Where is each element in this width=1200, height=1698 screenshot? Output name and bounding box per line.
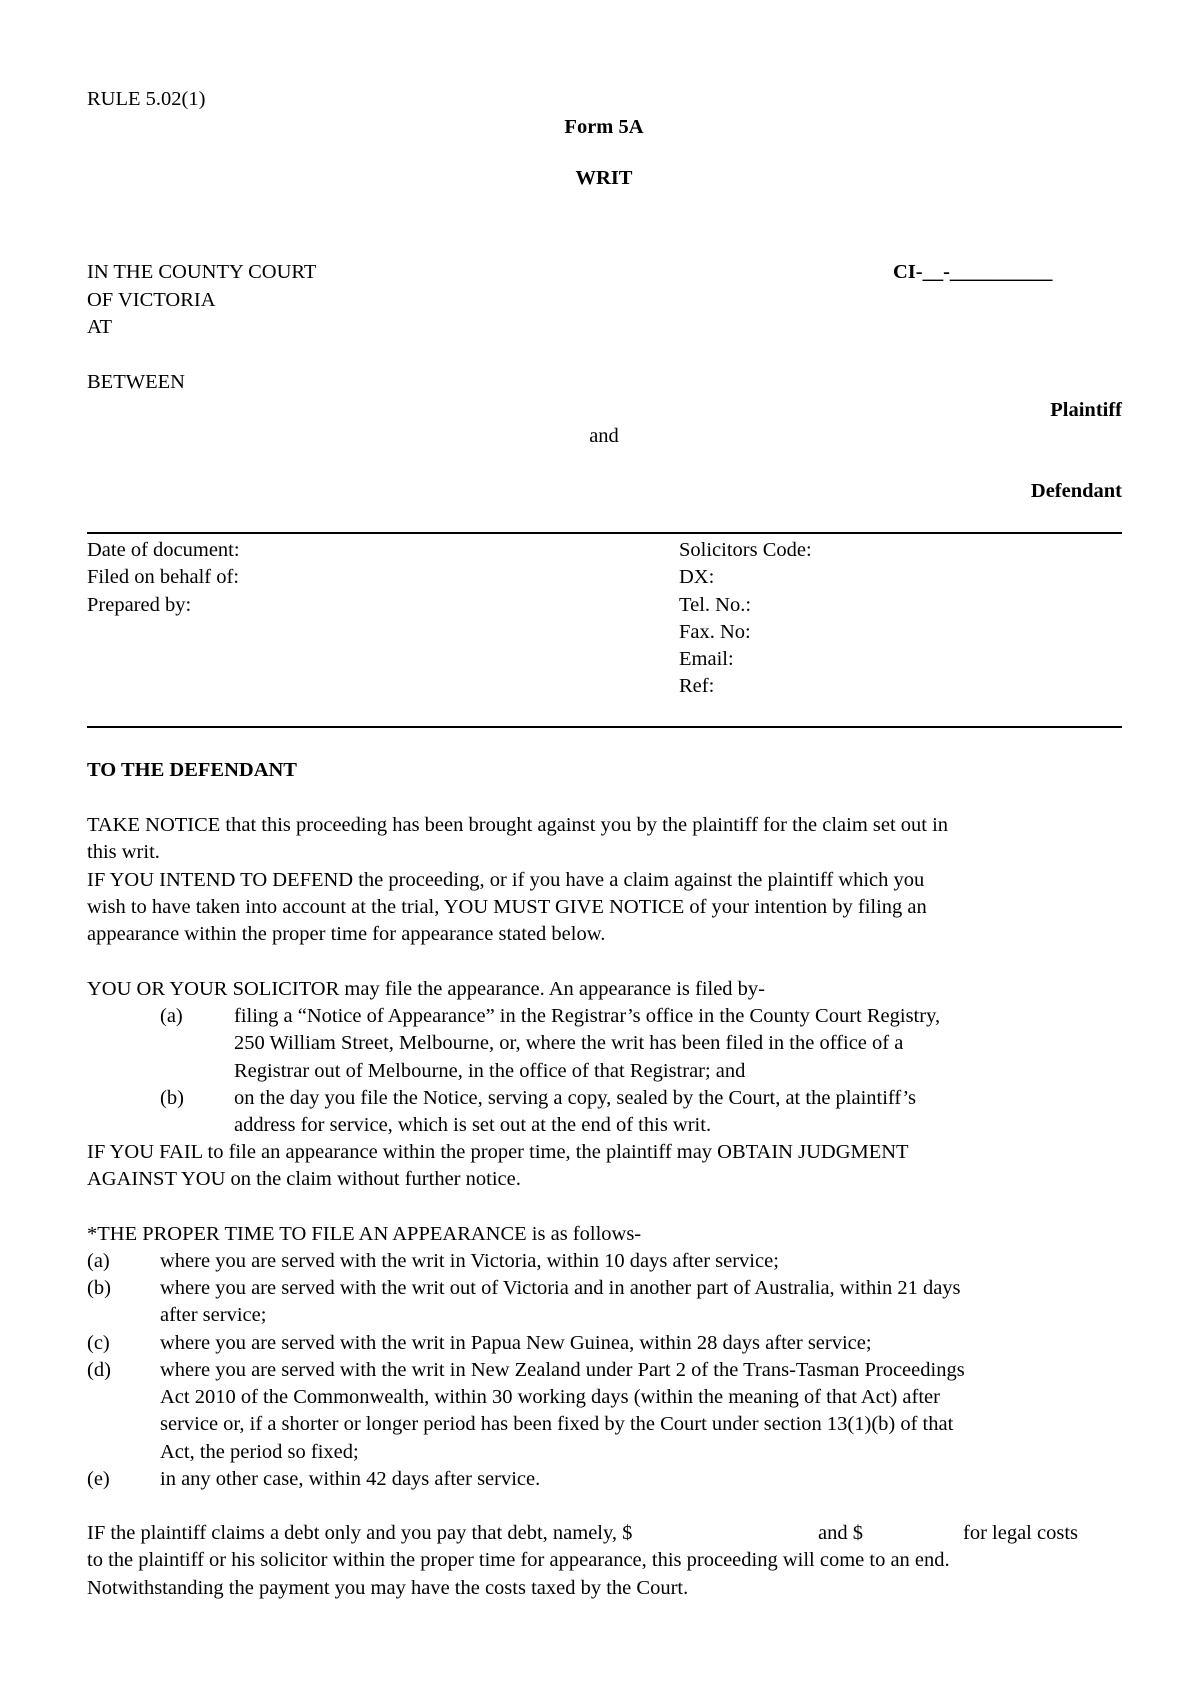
list-label: (d) [87,1359,111,1381]
list-line: Registrar out of Melbourne, in the office of that Registrar; and [234,1060,746,1082]
list-line: 250 William Street, Melbourne, or, where the writ has been filed in the office of a [234,1032,904,1054]
list-line: on the day you file the Notice, serving a copy, sealed by the Court, at the plaintiff’s [234,1087,917,1109]
list-label: (b) [160,1087,184,1109]
and-label: and [589,425,619,447]
date-of-document-label: Date of document: [87,539,240,561]
solicitors-code-label: Solicitors Code: [679,539,812,561]
court-name-line-2: OF VICTORIA [87,289,216,311]
defendant-label: Defendant [1030,480,1122,502]
paragraph-line: IF YOU INTEND TO DEFEND the proceeding, or if you have a claim against the plaintiff which you [87,869,925,891]
list-line: after service; [160,1304,267,1326]
between-label: BETWEEN [87,371,185,393]
debt-text-part-1: IF the plaintiff claims a debt only and you pay that debt, namely, $ [87,1522,633,1544]
document-title: WRIT [575,167,633,189]
dx-label: DX: [679,566,715,588]
paragraph-line: YOU OR YOUR SOLICITOR may file the appearance. An appearance is filed by- [87,978,766,1000]
court-name-line-1: IN THE COUNTY COURT [87,261,317,283]
debt-text-part-3: for legal costs [963,1522,1078,1544]
list-line: Act, the period so fixed; [160,1441,359,1463]
court-location: AT [87,316,113,338]
list-line: where you are served with the writ in Victoria, within 10 days after service; [160,1250,779,1272]
fax-label: Fax. No: [679,621,751,643]
paragraph-line: wish to have taken into account at the trial, YOU MUST GIVE NOTICE of your intention by filing an [87,896,927,918]
divider-bottom [87,726,1122,728]
form-number: Form 5A [564,116,644,138]
list-line: in any other case, within 42 days after service. [160,1468,541,1490]
debt-text-part-2: and $ [818,1522,863,1544]
prepared-by-label: Prepared by: [87,594,192,616]
list-label: (a) [87,1250,110,1272]
paragraph-line: IF YOU FAIL to file an appearance within the proper time, the plaintiff may OBTAIN JUDGMENT [87,1141,909,1163]
list-line: Act 2010 of the Commonwealth, within 30 working days (within the meaning of that Act) after [160,1386,940,1408]
paragraph-line: to the plaintiff or his solicitor within the proper time for appearance, this proceeding will come to an end. [87,1549,950,1571]
list-line: service or, if a shorter or longer period has been fixed by the Court under section 13(1)(b) of that [160,1413,954,1435]
case-number: CI-__-__________ [893,261,1053,283]
list-line: address for service, which is set out at the end of this writ. [234,1114,712,1136]
paragraph-line: *THE PROPER TIME TO FILE AN APPEARANCE is as follows- [87,1223,642,1245]
paragraph-line: this writ. [87,841,160,863]
list-line: where you are served with the writ in New Zealand under Part 2 of the Trans-Tasman Proceedings [160,1359,965,1381]
list-label: (b) [87,1277,111,1299]
ref-label: Ref: [679,675,715,697]
list-label: (a) [160,1005,183,1027]
filed-on-behalf-label: Filed on behalf of: [87,566,240,588]
list-label: (c) [87,1332,110,1354]
list-line: filing a “Notice of Appearance” in the Registrar’s office in the County Court Registry, [234,1005,941,1027]
plaintiff-label: Plaintiff [1050,399,1122,421]
paragraph-line: AGAINST YOU on the claim without further notice. [87,1168,521,1190]
paragraph-line: TAKE NOTICE that this proceeding has been brought against you by the plaintiff for the claim set out in [87,814,949,836]
notice-heading: TO THE DEFENDANT [87,759,297,781]
paragraph-line: Notwithstanding the payment you may have the costs taxed by the Court. [87,1577,689,1599]
tel-label: Tel. No.: [679,594,752,616]
list-line: where you are served with the writ out of Victoria and in another part of Australia, within 21 days [160,1277,961,1299]
paragraph-line: appearance within the proper time for appearance stated below. [87,923,606,945]
email-label: Email: [679,648,734,670]
list-line: where you are served with the writ in Papua New Guinea, within 28 days after service; [160,1332,872,1354]
list-label: (e) [87,1468,110,1490]
rule-reference: RULE 5.02(1) [87,88,206,110]
divider-top [87,532,1122,534]
